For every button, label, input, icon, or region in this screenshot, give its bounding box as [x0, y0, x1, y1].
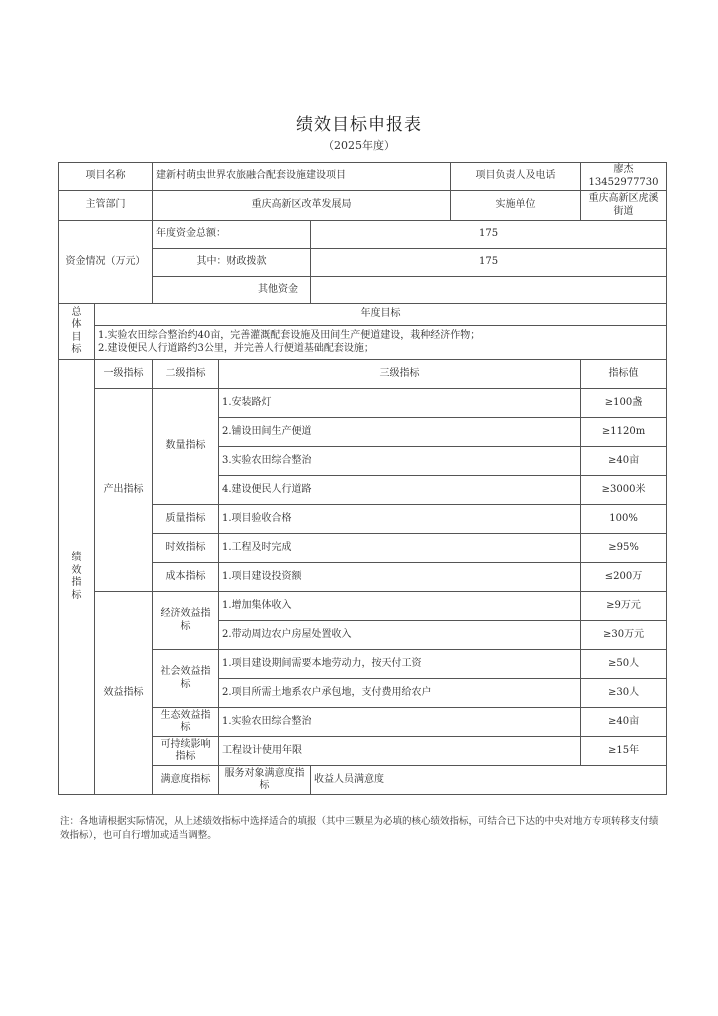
- dept-value: 重庆高新区改革发展局: [153, 191, 451, 221]
- sat-sub-label: 服务对象满意度指标: [219, 766, 311, 795]
- overall-label-text: 总体目标: [71, 306, 82, 355]
- dept-label: 主管部门: [59, 191, 153, 221]
- project-owner-value: 廖杰13452977730: [581, 163, 667, 191]
- indicator-name: 收益人员满意度: [311, 766, 667, 795]
- indicator-name: 1.项目建设投资额: [219, 563, 581, 592]
- indicator-name: 1.项目建设期间需要本地劳动力，按天付工资: [219, 650, 581, 679]
- indicator-value: ≥15年: [581, 737, 667, 766]
- funds-total-value: 175: [311, 221, 667, 249]
- header-level3: 三级指标: [219, 360, 581, 389]
- perf-label-text: 绩效指标: [71, 552, 82, 601]
- indicator-name: 2.项目所需土地系农户承包地，支付费用给农户: [219, 679, 581, 708]
- perf-label: [59, 360, 95, 795]
- project-name-label: 项目名称: [59, 163, 153, 191]
- indicator-name: 1.项目验收合格: [219, 505, 581, 534]
- funds-other-label: 其他资金: [153, 277, 311, 304]
- performance-table: [58, 162, 667, 795]
- row-department: [59, 191, 667, 221]
- indicator-name: 3.实验农田综合整治: [219, 447, 581, 476]
- funds-other-value: [311, 277, 667, 304]
- funds-fiscal-label: 其中：财政拨款: [153, 249, 311, 277]
- indicator-value: ≥40亩: [581, 708, 667, 737]
- table-row: [59, 592, 667, 621]
- benefit-label: 效益指标: [95, 592, 153, 795]
- funds-label-text: 资金情况（万元）: [65, 255, 146, 267]
- indicator-value: ≥9万元: [581, 592, 667, 621]
- eco-label: 生态效益指标: [153, 708, 219, 737]
- indicator-value: ≥50人: [581, 650, 667, 679]
- indicator-name: 1.增加集体收入: [219, 592, 581, 621]
- indicator-value: ≥40亩: [581, 447, 667, 476]
- header-level2: 二级指标: [153, 360, 219, 389]
- overall-goal-2: 2.建设便民人行道路约3公里，并完善人行便道基础配套设施；: [98, 342, 374, 354]
- cost-label: 成本指标: [153, 563, 219, 592]
- project-owner-label: 项目负责人及电话: [451, 163, 581, 191]
- indicator-name: 2.铺设田间生产便道: [219, 418, 581, 447]
- sustain-label: 可持续影响指标: [153, 737, 219, 766]
- indicator-name: 1.安装路灯: [219, 389, 581, 418]
- header-level1: 一级指标: [95, 360, 153, 389]
- impl-value: 重庆高新区虎溪街道: [581, 191, 667, 221]
- header-value: 指标值: [581, 360, 667, 389]
- row-funds-total: [59, 221, 667, 249]
- indicator-value: 100%: [581, 505, 667, 534]
- row-overall-goals: [59, 326, 667, 360]
- overall-goals: [95, 326, 667, 360]
- indicator-name: 1.实验农田综合整治: [219, 708, 581, 737]
- impl-label: 实施单位: [451, 191, 581, 221]
- funds-fiscal-value: 175: [311, 249, 667, 277]
- funds-label: [59, 221, 153, 304]
- indicator-value: ≥30万元: [581, 621, 667, 650]
- indicator-value: ≥30人: [581, 679, 667, 708]
- overall-header: 年度目标: [95, 304, 667, 326]
- indicator-value: ≥3000米: [581, 476, 667, 505]
- project-name-value: 建新村萌虫世界农旅融合配套设施建设项目: [153, 163, 451, 191]
- form-year: （2025年度）: [323, 139, 395, 152]
- indicator-name: 工程设计使用年限: [219, 737, 581, 766]
- output-label: 产出指标: [95, 389, 153, 592]
- indicator-value: ≤200万: [581, 563, 667, 592]
- funds-total-label: 年度资金总额：: [153, 221, 311, 249]
- quality-label: 质量指标: [153, 505, 219, 534]
- social-label: 社会效益指标: [153, 650, 219, 708]
- indicator-name: 4.建设便民人行道路: [219, 476, 581, 505]
- form-title: 绩效目标申报表: [296, 115, 422, 135]
- indicator-value: ≥100盏: [581, 389, 667, 418]
- indicator-value: ≥1120m: [581, 418, 667, 447]
- footnote: 注：各地请根据实际情况，从上述绩效指标中选择适合的填报（其中三颗星为必填的核心绩效指标，可结合已下达的中央对地方专项转移支付绩效指标），也可自行增加或适当调整。: [60, 816, 659, 841]
- econ-label: 经济效益指标: [153, 592, 219, 650]
- table-row: [59, 389, 667, 418]
- satisfaction-label: 满意度指标: [153, 766, 219, 795]
- indicator-name: 2.带动周边农户房屋处置收入: [219, 621, 581, 650]
- overall-goal-1: 1.实验农田综合整治约40亩，完善灌溉配套设施及田间生产便道建设，栽种经济作物；: [98, 330, 481, 341]
- row-perf-header: [59, 360, 667, 389]
- row-overall-header: [59, 304, 667, 326]
- indicator-value: ≥95%: [581, 534, 667, 563]
- row-project-name: [59, 163, 667, 191]
- indicator-name: 1.工程及时完成: [219, 534, 581, 563]
- time-label: 时效指标: [153, 534, 219, 563]
- overall-label: [59, 304, 95, 360]
- quantity-label: 数量指标: [153, 389, 219, 505]
